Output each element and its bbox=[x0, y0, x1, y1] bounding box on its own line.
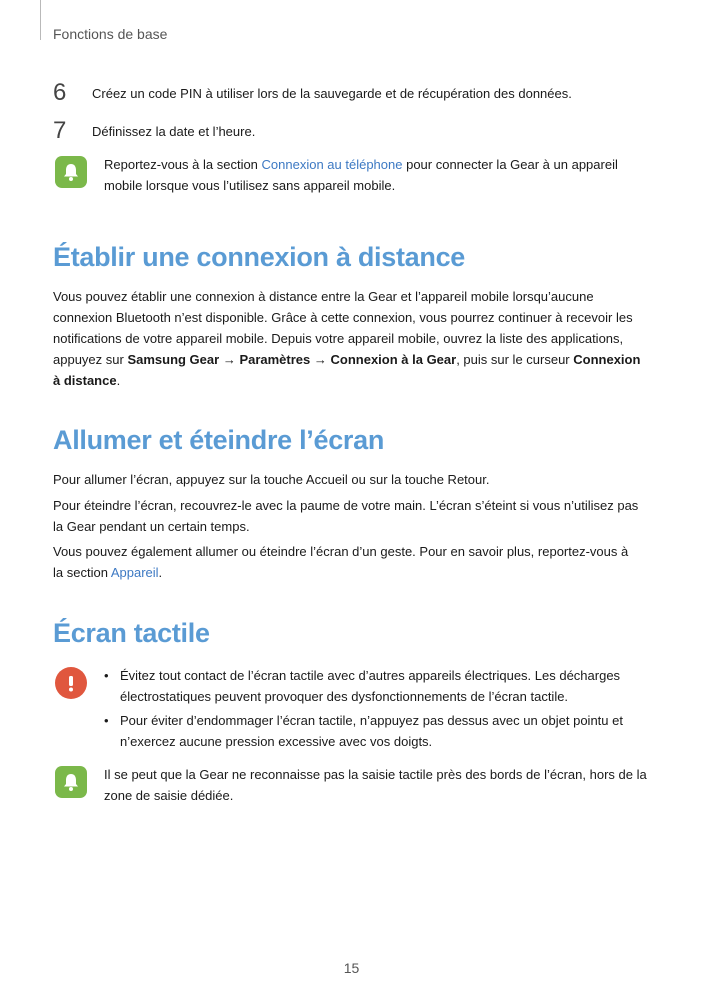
note-touch-line-2: zone de saisie dédiée. bbox=[104, 788, 234, 803]
remote-line-1: Vous pouvez établir une connexion à distance entre la Gear et l’appareil mobile lorsqu’aucune bbox=[53, 289, 594, 304]
screen-paragraph-1: Pour allumer l’écran, appuyez sur la touche Accueil ou sur la touche Retour. bbox=[53, 472, 490, 487]
remote-line-3: notifications de votre appareil mobile. Depuis votre appareil mobile, ouvrez la liste des applications, bbox=[53, 331, 624, 346]
link-connexion-telephone[interactable]: Connexion au téléphone bbox=[261, 157, 403, 172]
heading-touch-screen: Écran tactile bbox=[53, 618, 210, 648]
screen-paragraph-3 bbox=[53, 541, 653, 583]
menu-parametres: Paramètres bbox=[239, 352, 311, 367]
screen-p2-line-2: la Gear pendant un certain temps. bbox=[53, 519, 250, 534]
menu-connexion-gear: Connexion à la Gear bbox=[330, 352, 457, 367]
page-number: 15 bbox=[343, 960, 360, 976]
screen-paragraph-2 bbox=[53, 495, 653, 537]
remote-line-4a: appuyez sur bbox=[53, 352, 128, 367]
bullet-1-line-1: Évitez tout contact de l’écran tactile avec d’autres appareils électriques. Les décharges bbox=[120, 668, 621, 683]
step-text-6: Créez un code PIN à utiliser lors de la sauvegarde et de récupération des données. bbox=[92, 86, 572, 101]
heading-remote-connection: Établir une connexion à distance bbox=[53, 242, 465, 272]
link-appareil[interactable]: Appareil bbox=[110, 565, 159, 580]
heading-screen-on-off: Allumer et éteindre l’écran bbox=[53, 425, 385, 455]
screen-p3-end: . bbox=[158, 565, 163, 580]
step-text-7: Définissez la date et l’heure. bbox=[92, 124, 256, 139]
header-rule bbox=[40, 0, 41, 40]
remote-line-4c: , puis sur le curseur bbox=[456, 352, 574, 367]
step-number-7: 7 bbox=[53, 117, 67, 144]
arrow-1: → bbox=[219, 352, 240, 367]
screen-p3-line-1: Vous pouvez également allumer ou éteindre l’écran d’un geste. Pour en savoir plus, reportez-vous à bbox=[53, 544, 629, 559]
step-number-6: 6 bbox=[53, 79, 67, 106]
menu-connexion-distance-1: Connexion bbox=[573, 352, 641, 367]
note-bell-icon-2 bbox=[55, 766, 87, 798]
warning-exclamation-icon bbox=[55, 667, 87, 699]
note-text-before: Reportez-vous à la section bbox=[104, 157, 262, 172]
screen-p3-line-2a: la section bbox=[53, 565, 111, 580]
remote-paragraph bbox=[53, 286, 653, 391]
menu-connexion-distance-2: à distance bbox=[53, 373, 117, 388]
note-bell-icon bbox=[55, 156, 87, 188]
bullet-2-line-1: Pour éviter d’endommager l’écran tactile, n’appuyez pas dessus avec un objet pointu et bbox=[120, 713, 623, 728]
bullet-2-line-2: n’exercez aucune pression excessive avec vos doigts. bbox=[120, 734, 433, 749]
bullet-dot: • bbox=[104, 668, 109, 683]
menu-samsung-gear: Samsung Gear bbox=[127, 352, 220, 367]
note-connexion bbox=[104, 154, 664, 196]
note-text-line2: mobile lorsque vous l’utilisez sans appareil mobile. bbox=[104, 178, 396, 193]
warning-bullet-2 bbox=[104, 710, 649, 752]
screen-p2-line-1: Pour éteindre l’écran, recouvrez-le avec la paume de votre main. L’écran s’éteint si vous n’utilisez pas bbox=[53, 498, 639, 513]
note-text-after: pour connecter la Gear à un appareil bbox=[402, 157, 618, 172]
note-touch-edges bbox=[104, 764, 664, 806]
section-header-title: Fonctions de base bbox=[53, 26, 168, 42]
remote-line-5-end: . bbox=[116, 373, 121, 388]
note-touch-line-1: Il se peut que la Gear ne reconnaisse pas la saisie tactile près des bords de l’écran, hors de la bbox=[104, 767, 647, 782]
remote-line-2: connexion Bluetooth n’est disponible. Grâce à cette connexion, vous pourrez continuer à recevoir les bbox=[53, 310, 633, 325]
bullet-1-line-2: électrostatiques peuvent provoquer des dysfonctionnements de l’écran tactile. bbox=[120, 689, 569, 704]
warning-bullet-1 bbox=[104, 665, 649, 707]
bullet-dot: • bbox=[104, 713, 109, 728]
arrow-2: → bbox=[310, 352, 331, 367]
